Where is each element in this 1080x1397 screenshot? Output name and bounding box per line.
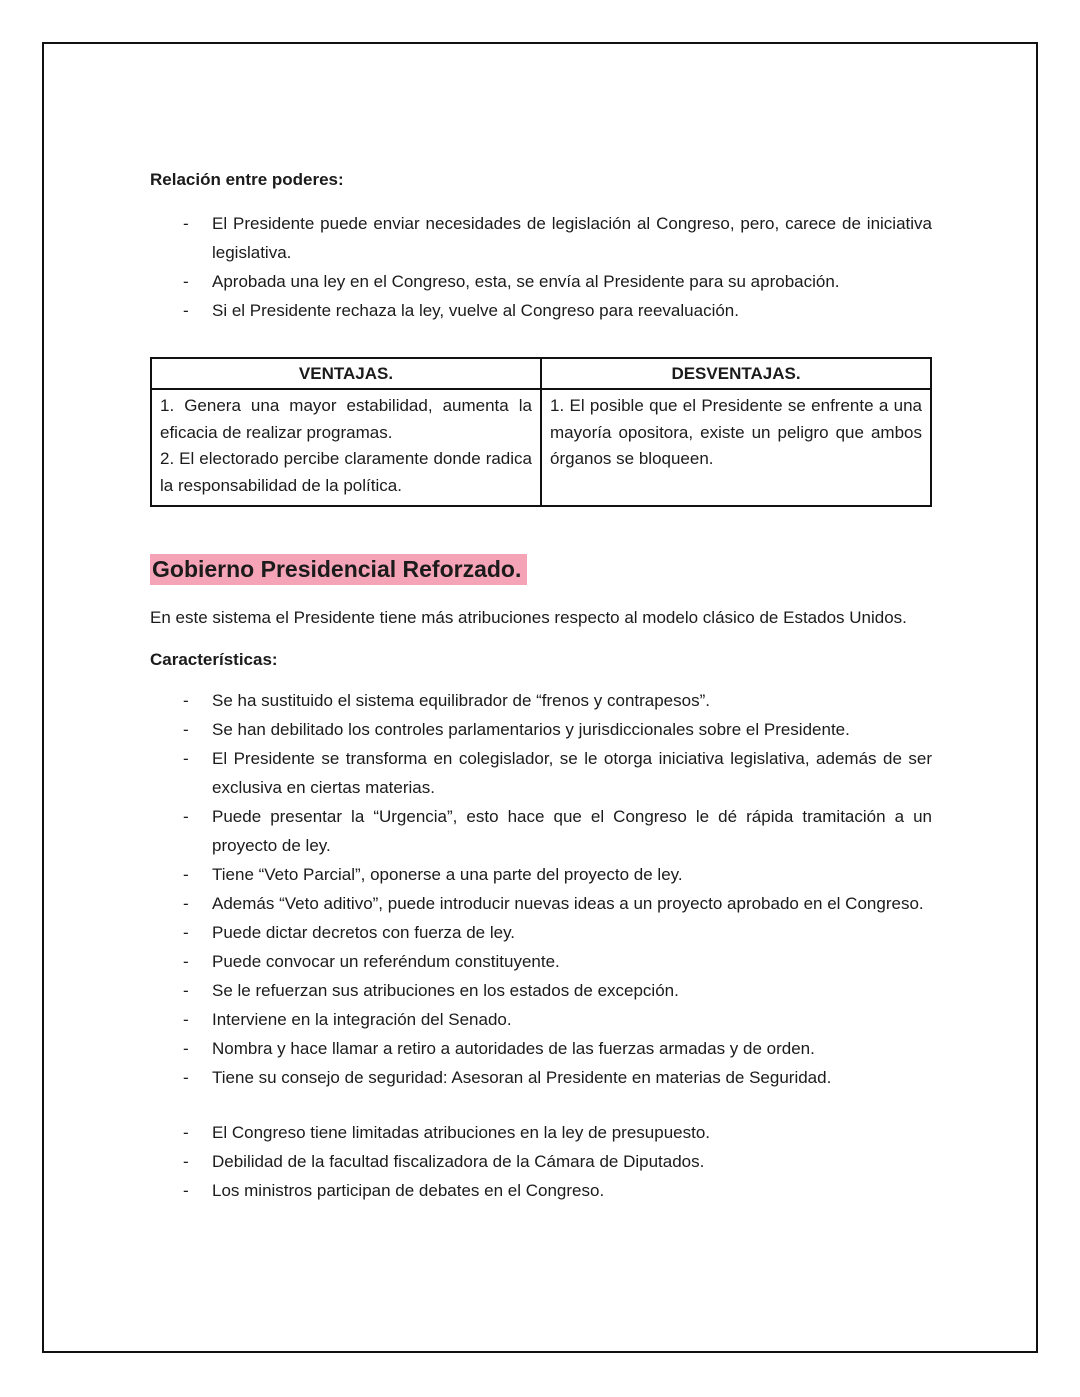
cell-paragraph: 1. Genera una mayor estabilidad, aumenta la eficacia de realizar programas. [160, 396, 532, 442]
list-item-text: Tiene “Veto Parcial”, oponerse a una parte del proyecto de ley. [212, 864, 683, 884]
document-content [150, 168, 932, 1205]
list-item [150, 209, 932, 267]
bullet-dash: - [183, 719, 189, 739]
bullet-dash: - [183, 1038, 189, 1058]
list-item [150, 267, 932, 296]
bullet-dash: - [183, 272, 189, 291]
ventajas-desventajas-table [150, 357, 932, 507]
bullet-dash: - [183, 1122, 189, 1142]
list-item [150, 918, 932, 947]
bullet-dash: - [183, 951, 189, 971]
bullet-list-relacion [150, 209, 932, 325]
list-item-text: Además “Veto aditivo”, puede introducir nuevas ideas a un proyecto aprobado en el Congreso. [212, 893, 924, 913]
list-item [150, 1005, 932, 1034]
section-heading-highlighted: Gobierno Presidencial Reforzado. [150, 554, 527, 585]
bullet-dash: - [183, 214, 189, 233]
list-item-text: Si el Presidente rechaza la ley, vuelve al Congreso para reevaluación. [212, 301, 739, 320]
bullet-list-caracteristicas [150, 686, 932, 1092]
table-header-row [151, 358, 931, 389]
list-item-text: El Presidente puede enviar necesidades de legislación al Congreso, pero, carece de iniciativa legislativa. [212, 214, 932, 262]
cell-paragraph: 1. El posible que el Presidente se enfrente a una mayoría opositora, existe un peligro que ambos órganos se bloqueen. [550, 396, 922, 468]
list-item-text: El Congreso tiene limitadas atribuciones en la ley de presupuesto. [212, 1122, 711, 1142]
bullet-dash: - [183, 748, 189, 768]
table-cell-ventajas [151, 389, 541, 506]
list-item-text: Se ha sustituido el sistema equilibrador de “frenos y contrapesos”. [212, 690, 710, 710]
list-item-text: Se han debilitado los controles parlamentarios y jurisdiccionales sobre el Presidente. [212, 719, 850, 739]
bullet-list-congreso [150, 1118, 932, 1205]
bullet-dash: - [183, 1009, 189, 1029]
list-item [150, 744, 932, 802]
list-item [150, 1034, 932, 1063]
section-heading-relacion: Relación entre poderes: [150, 170, 344, 189]
intro-paragraph: En este sistema el Presidente tiene más atribuciones respecto al modelo clásico de Estados Unidos. [150, 608, 907, 627]
list-item [150, 296, 932, 325]
bullet-dash: - [183, 922, 189, 942]
list-item [150, 1063, 932, 1092]
bullet-dash: - [183, 301, 189, 320]
bullet-dash: - [183, 980, 189, 1000]
section-heading-wrap [150, 553, 932, 585]
list-item-text: Se le refuerzan sus atribuciones en los estados de excepción. [212, 980, 679, 1000]
list-item [150, 715, 932, 744]
list-item-text: Aprobada una ley en el Congreso, esta, se envía al Presidente para su aprobación. [212, 272, 840, 291]
list-item [150, 1176, 932, 1205]
list-item-text: Debilidad de la facultad fiscalizadora de la Cámara de Diputados. [212, 1151, 705, 1171]
list-item [150, 889, 932, 918]
table-body-row [151, 389, 931, 506]
list-item [150, 802, 932, 860]
list-item-text: Puede convocar un referéndum constituyente. [212, 951, 560, 971]
bullet-dash: - [183, 1151, 189, 1171]
list-item-text: Tiene su consejo de seguridad: Asesoran al Presidente en materias de Seguridad. [212, 1067, 832, 1087]
cell-paragraph: 2. El electorado percibe claramente donde radica la responsabilidad de la política. [160, 449, 532, 495]
list-item [150, 1118, 932, 1147]
list-item [150, 860, 932, 889]
list-item-text: El Presidente se transforma en colegislador, se le otorga iniciativa legislativa, además de ser exclusiva en ciertas materias. [212, 748, 932, 797]
list-item-text: Puede dictar decretos con fuerza de ley. [212, 922, 516, 942]
list-item [150, 947, 932, 976]
list-item [150, 976, 932, 1005]
table-cell-desventajas [541, 389, 931, 506]
bullet-dash: - [183, 1180, 189, 1200]
bullet-dash: - [183, 806, 189, 826]
table-header-ventajas: VENTAJAS. [151, 358, 541, 389]
list-item-text: Puede presentar la “Urgencia”, esto hace que el Congreso le dé rápida tramitación a un proyecto de ley. [212, 806, 932, 855]
bullet-dash: - [183, 690, 189, 710]
bullet-dash: - [183, 864, 189, 884]
list-item [150, 1147, 932, 1176]
list-item-text: Nombra y hace llamar a retiro a autoridades de las fuerzas armadas y de orden. [212, 1038, 815, 1058]
subsection-heading-caracteristicas: Características: [150, 649, 278, 669]
bullet-dash: - [183, 893, 189, 913]
list-item-text: Interviene en la integración del Senado. [212, 1009, 512, 1029]
list-item [150, 686, 932, 715]
table-header-desventajas: DESVENTAJAS. [541, 358, 931, 389]
list-item-text: Los ministros participan de debates en el Congreso. [212, 1180, 605, 1200]
bullet-dash: - [183, 1067, 189, 1087]
